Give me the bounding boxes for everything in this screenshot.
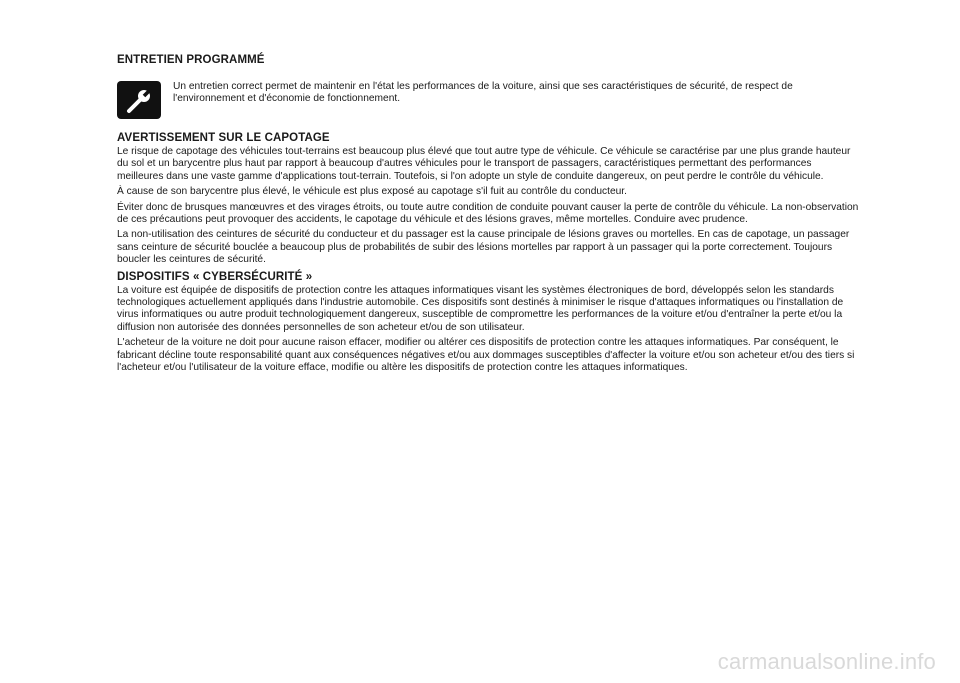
maintenance-block [117,79,859,119]
rollover-paragraph: À cause de son barycentre plus élevé, le véhicule est plus exposé au capotage s'il fuit au contrôle du conducteur. [117,186,627,198]
maintenance-text: Un entretien correct permet de maintenir en l'état les performances de la voiture, ainsi que ses caractéristiques de sécurité, de respect de l'environnement et d'économie de fonctionnement. [173,81,793,105]
cybersecurity-heading: DISPOSITIFS « CYBERSÉCURITÉ » [117,270,313,283]
rollover-heading: AVERTISSEMENT SUR LE CAPOTAGE [117,132,330,144]
site-watermark: carmanualsonline.info [717,649,936,674]
wrench-icon-glyph [124,85,154,115]
rollover-paragraph: La non-utilisation des ceintures de sécurité du conducteur et du passager est la cause principale de lésions graves ou mortelles. En cas de capotage, un passager sans ceinture de sécurité bouclée a beaucoup plus de probabilités de subir des lésions mortelles par rapport à un passager qui la porte correctement. Toujours boucler les ceintures de sécurité. [117,229,850,266]
wrench-icon [117,81,161,119]
rollover-paragraph: Éviter donc de brusques manœuvres et des virages étroits, ou toute autre condition de conduite pouvant causer la perte de contrôle du véhicule. La non-observation de ces précautions peut provoquer des accidents, le capotage du véhicule et des lésions graves, même mortelles. Conduire avec prudence. [117,201,859,226]
rollover-section [117,132,859,267]
rollover-paragraph: Le risque de capotage des véhicules tout-terrains est beaucoup plus élevé que tout autre type de véhicule. Ce véhicule se caractérise par une plus grande hauteur du sol et un barycentre plus haut par rapport à beaucoup d'autres véhicules pour le transport de passagers, caractéristiques permettant des performances meilleures dans une vaste gamme d'applications tout-terrain. Toutefois, si l'on adopte un style de conduite dangereux, on peut perdre le contrôle du véhicule. [117,146,851,182]
maintenance-heading: ENTRETIEN PROGRAMMÉ [117,54,265,66]
cybersecurity-section [117,271,859,375]
document-page [117,54,859,375]
cybersecurity-paragraph: L'acheteur de la voiture ne doit pour aucune raison effacer, modifier ou altérer ces dispositifs de protection contre les attaques informatiques. Par conséquent, le fabricant décline toute responsabilité quant aux conséquences négatives et/ou aux dommages susceptibles d'affecter la voiture et/ou son acheteur et/ou des tiers si l'acheteur et/ou l'utilisateur de la voiture efface, modifie ou altère les dispositifs de protection contre les attaques informatiques. [117,337,855,374]
cybersecurity-paragraph: La voiture est équipée de dispositifs de protection contre les attaques informatiques visant les systèmes électroniques de bord, développés selon les standards technologiques actuellement appliqués dans l'industrie automobile. Ces dispositifs sont destinés à minimiser le risque d'attaques informatiques ou l'installation de virus informatiques ou autre produit technologiquement dangereux, susceptible de compromettre les performances de la voiture et/ou d'entraîner la perte et/ou la diffusion non autorisée des données personnelles de son acheteur et/ou de son utilisateur. [117,284,844,333]
